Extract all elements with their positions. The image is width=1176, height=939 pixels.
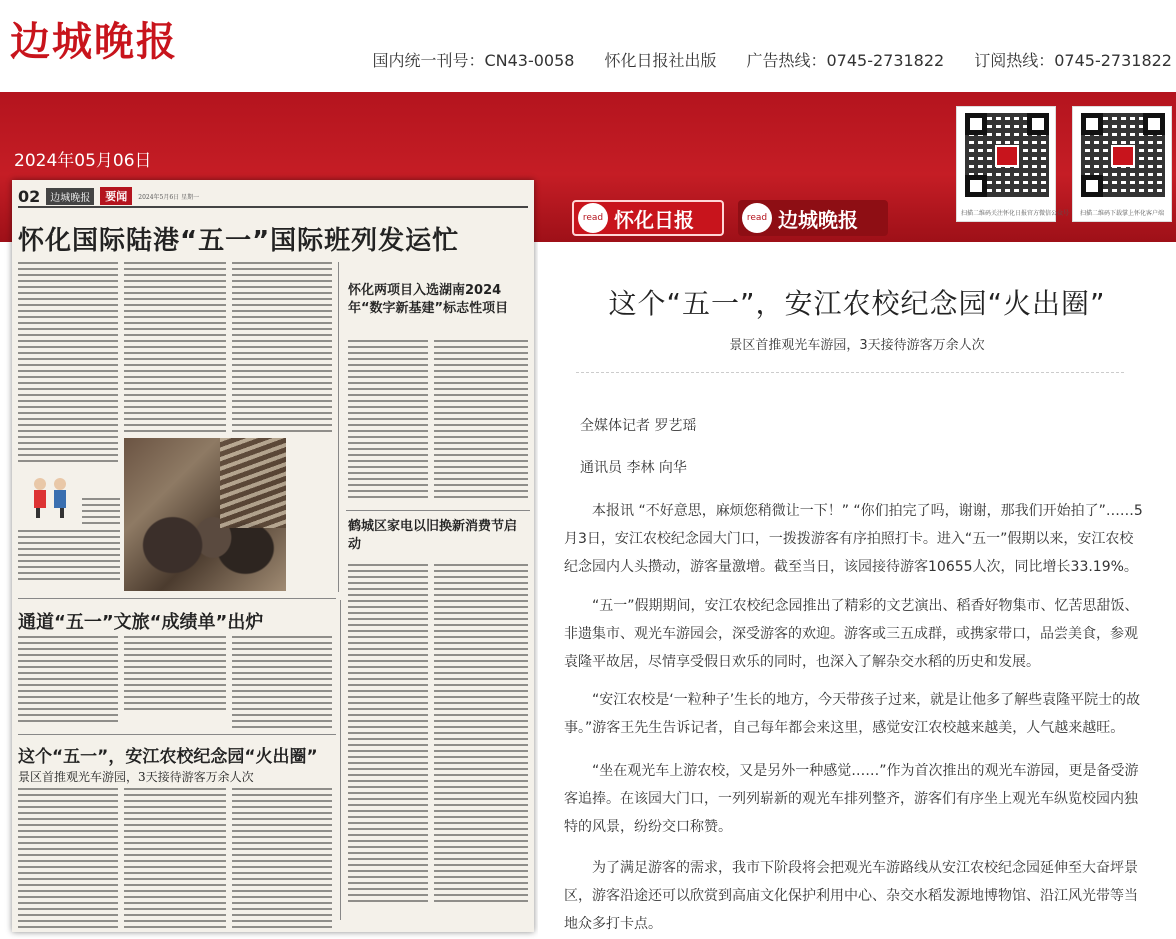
publisher-text: 怀化日报社出版 [604, 51, 717, 70]
wechat-qr-code [956, 106, 1070, 222]
article-paragraph: 为了满足游客的需求，我市下阶段将会把观光车游路线从安江农校纪念园延伸至大奋坪景区，游客沿途还可以欣赏到高庙文化保护利用中心、杂交水稻发源地博物馆、沿江风光带等当地众多打卡点。 [564, 860, 1138, 932]
page-masthead: 边城晚报 [46, 188, 94, 205]
column-divider [340, 600, 341, 920]
story-divider [18, 734, 336, 735]
story-headline-link[interactable]: 通道“五一”文旅“成绩单”出炉 [18, 612, 264, 633]
qr-corner [1081, 175, 1103, 197]
article-text-block[interactable] [434, 340, 528, 500]
article-text-block[interactable] [124, 262, 226, 432]
article-title: 这个“五一”，安江农校纪念园“火出圈” [608, 287, 1106, 320]
issn-text: 国内统一刊号：CN43-0058 [372, 51, 575, 70]
article-text-block[interactable] [232, 788, 332, 928]
qr-corner [1081, 113, 1103, 135]
tab-label: 边城晚报 [778, 207, 858, 232]
qr-logo-icon [995, 145, 1019, 167]
caption-text [82, 498, 120, 524]
page-section: 要闻 [100, 187, 132, 205]
subscription-hotline-text: 订阅热线：0745-2731822 [974, 51, 1172, 70]
site-header [0, 0, 1176, 92]
title-divider [576, 372, 1124, 373]
article-subtitle: 景区首推观光车游园，3天接待游客万余人次 [729, 338, 985, 353]
qr-corner [965, 175, 987, 197]
side-story-headline[interactable]: 鹤城区家电以旧换新消费节启动 [348, 519, 518, 552]
article-paragraph: “五一”假期期间，安江农校纪念园推出了精彩的文艺演出、稻香好物集市、忆苦思甜饭、非遗集市、观光车游园会，深受游客的欢迎。游客或三五成群，或携家带口，品尝美食，参观袁隆平故居，尽情享受假日欢乐的同时，也深入了解杂交水稻的历史和发展。 [564, 598, 1139, 670]
story-headline-link[interactable]: 怀化国际陆港“五一”国际班列发运忙 [18, 226, 460, 256]
read-icon: read [578, 203, 608, 233]
qr-corner [1027, 113, 1049, 135]
qr-corner [965, 113, 987, 135]
article-text-block[interactable] [232, 262, 332, 432]
article-text-block[interactable] [124, 636, 226, 712]
story-headline-link[interactable]: 这个“五一”，安江农校纪念园“火出圈” [18, 747, 318, 767]
article-text-block[interactable] [18, 262, 118, 462]
qr-corner [1143, 113, 1165, 135]
article-text-block[interactable] [18, 788, 118, 928]
article-byline: 全媒体记者 罗艺瑶 [580, 418, 697, 434]
article-pane [538, 242, 1176, 939]
tab-label: 怀化日报 [614, 207, 694, 232]
page-header [18, 186, 528, 208]
app-qr-code [1072, 106, 1172, 222]
article-text-block[interactable] [348, 340, 428, 500]
caption-text [18, 530, 120, 584]
news-photo[interactable] [124, 438, 286, 591]
qr-caption: 扫描二维码下载掌上怀化客户端 [1079, 210, 1164, 217]
publication-info [372, 48, 1172, 71]
article-text-block[interactable] [348, 564, 428, 904]
site-logo[interactable]: 边城晚报 [10, 18, 178, 65]
article-text-block[interactable] [18, 636, 118, 726]
qr-logo-icon [1111, 145, 1135, 167]
article-text-block[interactable] [232, 636, 332, 732]
side-story-headline[interactable]: 怀化两项目入选湖南2024年“数字新基建”标志性项目 [348, 283, 509, 316]
story-divider [346, 510, 530, 511]
article-paragraph: “坐在观光车上游农校，又是另外一种感觉……”作为首次推出的观光车游园，更是备受游客追捧。在该园大门口，一列列崭新的观光车排列整齐，游客们有序坐上观光车纵览校园内独特的风景，纷纷交口称赞。 [564, 763, 1139, 835]
article-text-block[interactable] [434, 564, 528, 904]
tab-biancheng-evening[interactable] [738, 200, 888, 236]
story-divider [18, 598, 336, 599]
newspaper-page-thumbnail[interactable] [12, 180, 534, 932]
story-subheadline[interactable]: 景区首推观光车游园，3天接待游客万余人次 [18, 770, 254, 784]
article-paragraph: 本报讯 “不好意思，麻烦您稍微让一下！” “你们拍完了吗，谢谢，那我们开始拍了”……5月3日，安江农校纪念园大门口，一拨拨游客有序拍照打卡。进入“五一”假期以来，安江农校纪念园内人头攒动，游客量激增。截至当日，该园接待游客10655人次，同比增长33.19%。 [564, 503, 1143, 575]
page-meta: 2024年5月6日 星期一 [138, 193, 200, 201]
article-paragraph: “安江农校是‘一粒种子’生长的地方，今天带孩子过来，就是让他多了解些袁隆平院士的故事。”游客王先生告诉记者，自己每年都会来这里，感觉安江农校越来越美，人气越来越旺。 [564, 692, 1141, 736]
photo-detail [220, 438, 286, 528]
tab-huaihua-daily[interactable] [572, 200, 724, 236]
read-icon: read [742, 203, 772, 233]
ad-hotline-text: 广告热线：0745-2731822 [746, 51, 945, 70]
article-text-block[interactable] [124, 788, 226, 928]
article-correspondents: 通讯员 李林 向华 [580, 460, 687, 476]
column-divider [338, 262, 339, 592]
issue-date: 2024年05月06日 [14, 151, 152, 171]
qr-caption: 扫描二维码关注怀化日报官方微信公众号 [961, 210, 1070, 217]
page-number: 02 [18, 186, 41, 206]
